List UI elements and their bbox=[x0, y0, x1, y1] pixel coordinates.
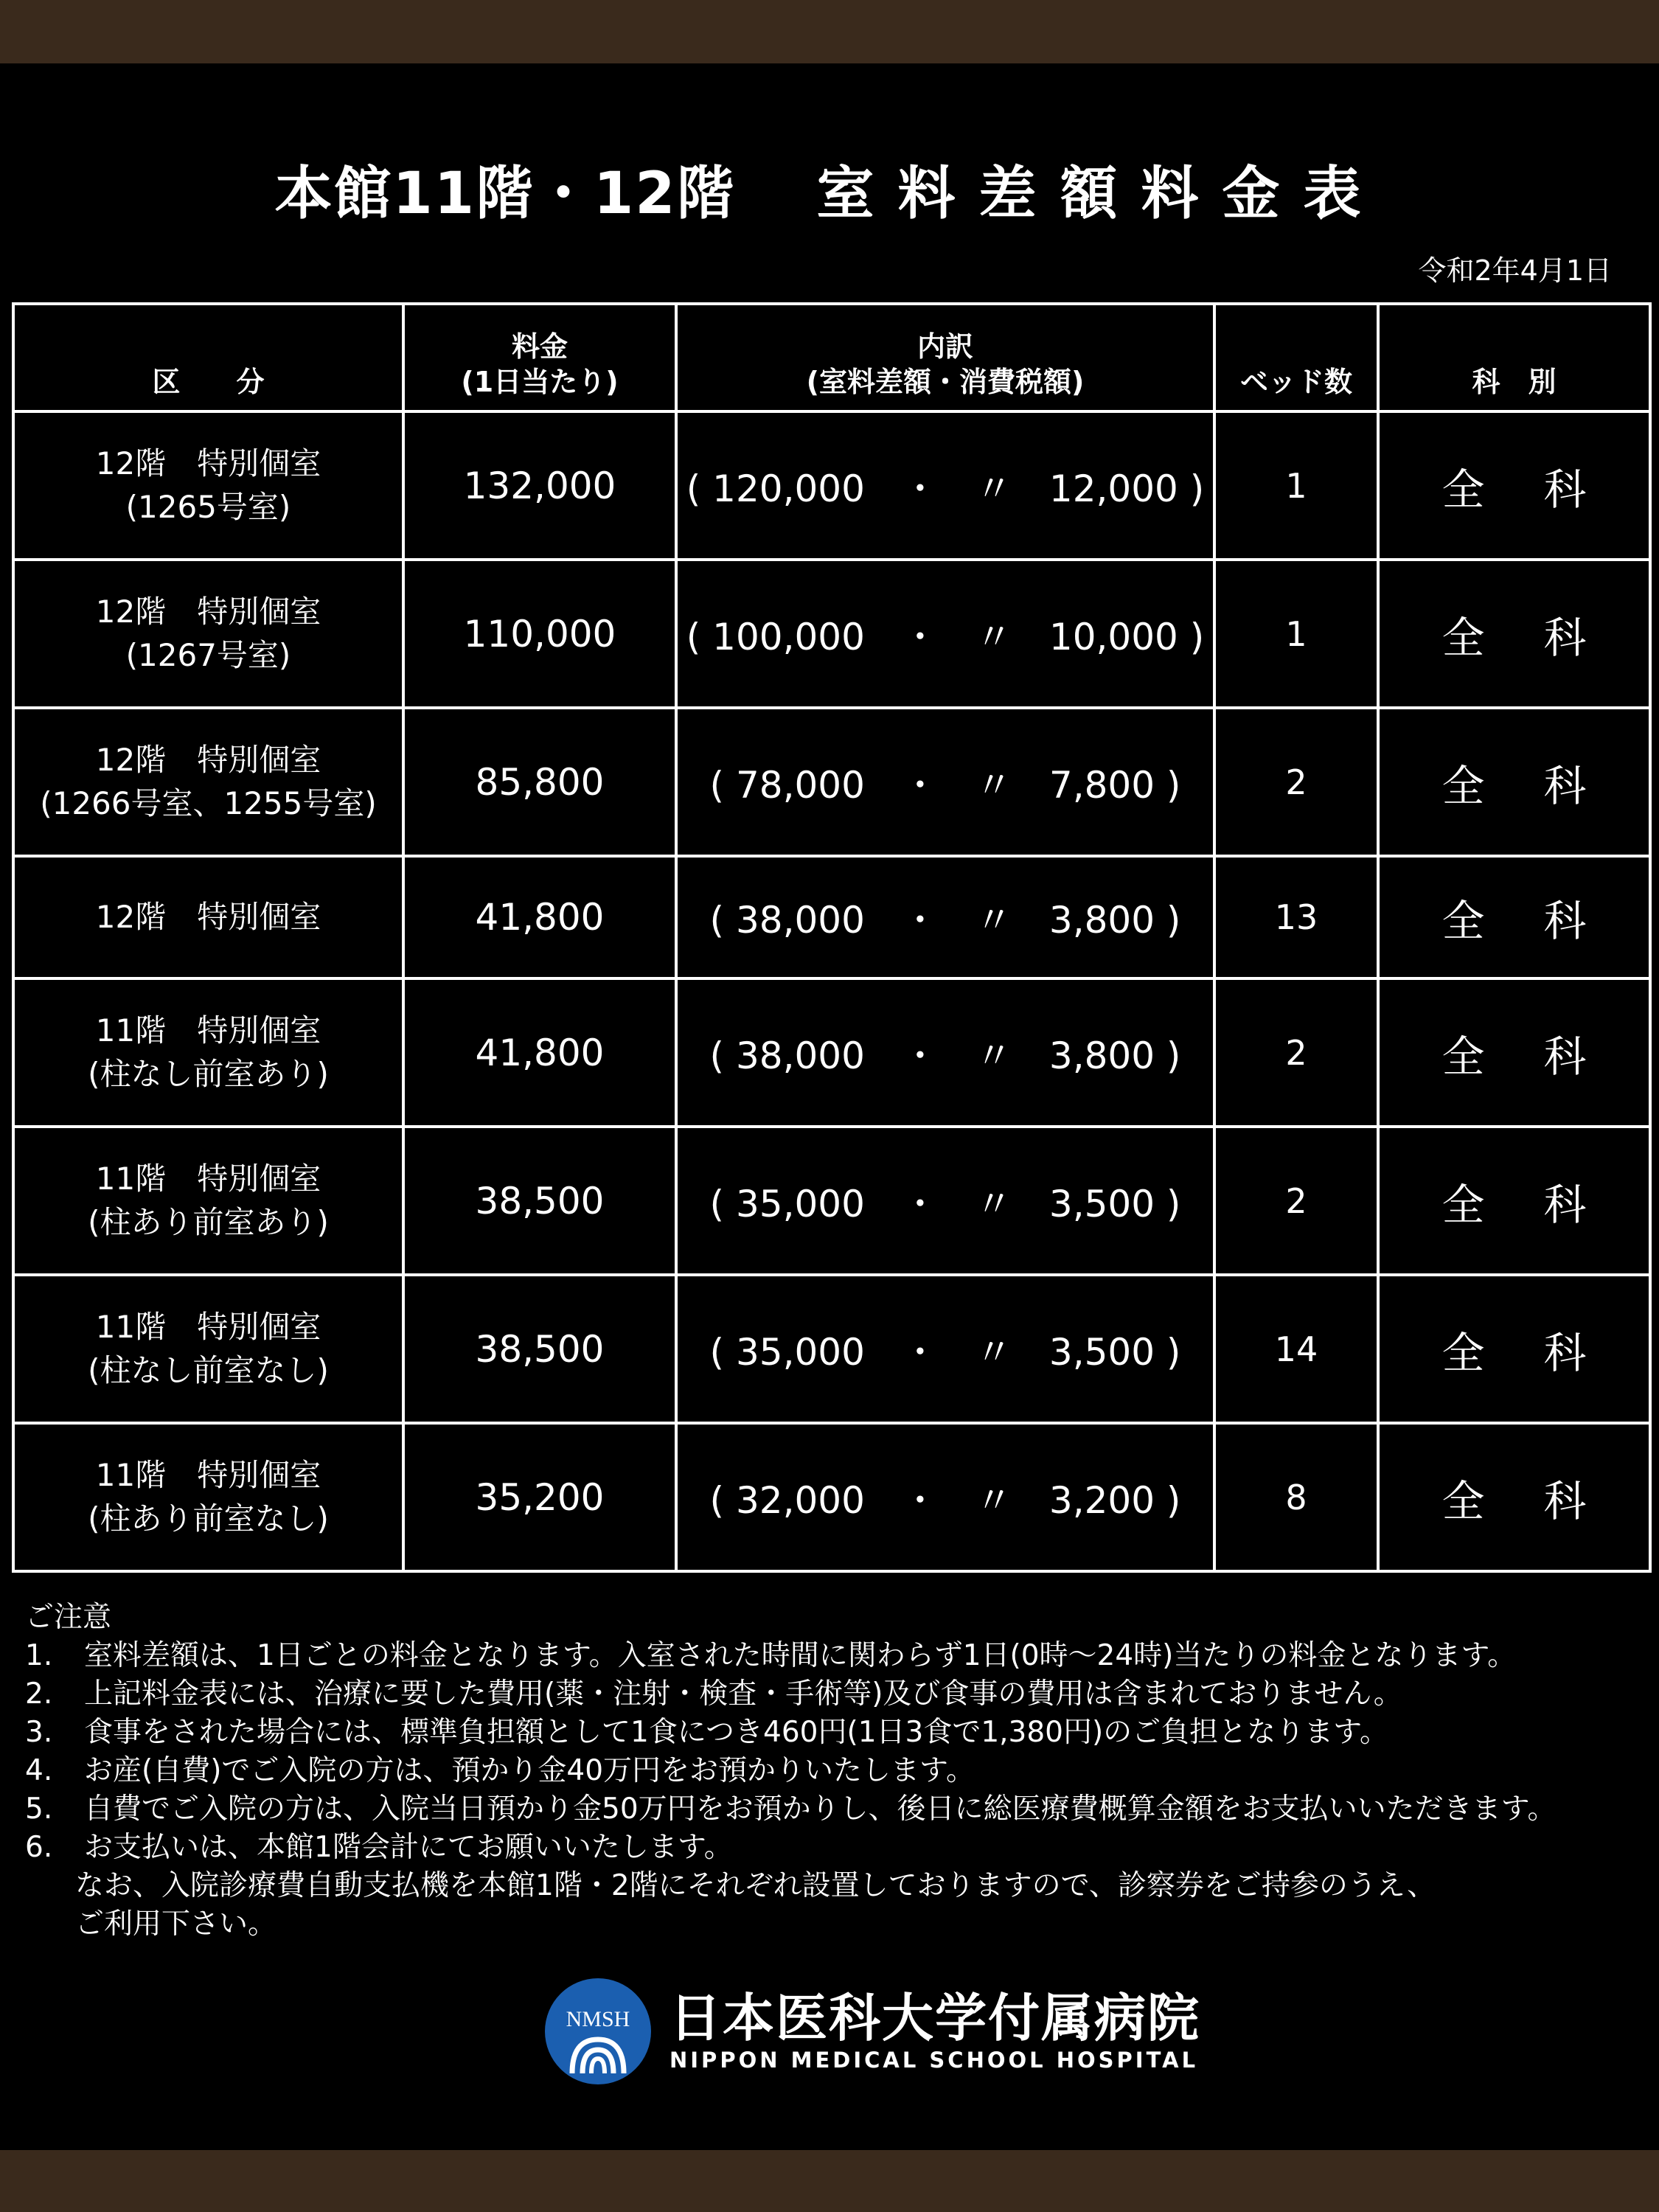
header-beds: ベッド数 bbox=[1214, 304, 1378, 411]
cell-price: 35,200 bbox=[403, 1423, 676, 1571]
note-text: 自費でご入院の方は、入院当日預かり金50万円をお預かりし、後日に総医療費概算金額をお支払いいただきます。 bbox=[84, 1792, 1557, 1826]
header-price bbox=[403, 304, 676, 411]
fee-table-row bbox=[13, 1275, 1650, 1423]
cell-category bbox=[13, 1127, 403, 1275]
cell-breakdown: ( 38,000 ・ 〃 3,800 ) bbox=[676, 978, 1214, 1127]
fee-table-row bbox=[13, 856, 1650, 978]
notes-section bbox=[25, 1599, 1640, 1944]
header-category: 区 分 bbox=[13, 304, 403, 411]
notes-extra-line2: ご利用下さい。 bbox=[75, 1907, 277, 1941]
cell-breakdown: ( 38,000 ・ 〃 3,800 ) bbox=[676, 856, 1214, 978]
cell-price: 41,800 bbox=[403, 856, 676, 978]
note-number: 5. bbox=[25, 1792, 53, 1826]
room-floor-type: 12階 特別個室 bbox=[95, 898, 321, 935]
fee-table-row bbox=[13, 708, 1650, 856]
cell-dept: 全科 bbox=[1378, 708, 1650, 856]
room-detail: (1266号室、1255号室) bbox=[40, 785, 377, 821]
cell-price: 132,000 bbox=[403, 411, 676, 560]
cell-price: 85,800 bbox=[403, 708, 676, 856]
cell-beds: 2 bbox=[1214, 978, 1378, 1127]
cell-beds: 1 bbox=[1214, 560, 1378, 708]
note-text: 室料差額は、1日ごとの料金となります。入室された時間に関わらず1日(0時〜24時)当たりの料金となります。 bbox=[84, 1639, 1517, 1672]
cell-breakdown: ( 35,000 ・ 〃 3,500 ) bbox=[676, 1127, 1214, 1275]
cell-dept: 全科 bbox=[1378, 1275, 1650, 1423]
emblem-text: NMSH bbox=[566, 2007, 630, 2031]
cell-category bbox=[13, 708, 403, 856]
room-floor-type: 12階 特別個室 bbox=[95, 445, 321, 481]
cell-dept: 全科 bbox=[1378, 856, 1650, 978]
note-number: 6. bbox=[25, 1831, 53, 1864]
note-item bbox=[25, 1752, 1640, 1790]
room-detail: (1265号室) bbox=[125, 488, 291, 525]
cell-breakdown: ( 32,000 ・ 〃 3,200 ) bbox=[676, 1423, 1214, 1571]
room-floor-type: 11階 特別個室 bbox=[95, 1012, 321, 1048]
fee-table-body bbox=[13, 411, 1650, 1571]
cell-breakdown: ( 78,000 ・ 〃 7,800 ) bbox=[676, 708, 1214, 856]
cell-dept: 全科 bbox=[1378, 978, 1650, 1127]
cell-beds: 14 bbox=[1214, 1275, 1378, 1423]
room-detail: (柱なし前室あり) bbox=[88, 1055, 329, 1092]
cell-dept: 全科 bbox=[1378, 411, 1650, 560]
fee-table-row bbox=[13, 978, 1650, 1127]
effective-date: 令和2年4月1日 bbox=[1418, 254, 1612, 287]
fee-table-header bbox=[13, 304, 1650, 411]
note-item bbox=[25, 1829, 1640, 1867]
fee-table-row bbox=[13, 1423, 1650, 1571]
bottom-border-band bbox=[0, 2150, 1659, 2212]
note-number: 1. bbox=[25, 1639, 53, 1672]
notes-list bbox=[25, 1637, 1640, 1867]
note-text: 上記料金表には、治療に要した費用(薬・注射・検査・手術等)及び食事の費用は含まれておりません。 bbox=[84, 1677, 1402, 1711]
room-floor-type: 11階 特別個室 bbox=[95, 1160, 321, 1197]
cell-dept: 全科 bbox=[1378, 1423, 1650, 1571]
cell-price: 41,800 bbox=[403, 978, 676, 1127]
cell-category bbox=[13, 560, 403, 708]
cell-category bbox=[13, 1275, 403, 1423]
note-item bbox=[25, 1637, 1640, 1675]
cell-dept: 全科 bbox=[1378, 1127, 1650, 1275]
note-text: お産(自費)でご入院の方は、預かり金40万円をお預かりいたします。 bbox=[84, 1754, 975, 1787]
note-item bbox=[25, 1790, 1640, 1829]
room-detail: (柱あり前室あり) bbox=[88, 1203, 329, 1240]
note-item bbox=[25, 1675, 1640, 1714]
hospital-name-block bbox=[669, 1989, 1200, 2073]
header-dept: 科 別 bbox=[1378, 304, 1650, 411]
room-floor-type: 11階 特別個室 bbox=[95, 1456, 321, 1493]
room-floor-type: 12階 特別個室 bbox=[95, 741, 321, 778]
note-text: 食事をされた場合には、標準負担額として1食につき460円(1日3食で1,380円)のご負担となります。 bbox=[84, 1716, 1389, 1749]
fee-table-row bbox=[13, 560, 1650, 708]
cell-price: 38,500 bbox=[403, 1127, 676, 1275]
note-number: 3. bbox=[25, 1716, 53, 1749]
hospital-name-jp: 日本医科大学付属病院 bbox=[669, 1988, 1200, 2048]
note-item bbox=[25, 1714, 1640, 1752]
cell-beds: 2 bbox=[1214, 1127, 1378, 1275]
room-floor-type: 11階 特別個室 bbox=[95, 1308, 321, 1345]
cell-beds: 2 bbox=[1214, 708, 1378, 856]
cell-beds: 1 bbox=[1214, 411, 1378, 560]
cell-price: 110,000 bbox=[403, 560, 676, 708]
fee-table-row bbox=[13, 411, 1650, 560]
cell-breakdown: ( 120,000 ・ 〃 12,000 ) bbox=[676, 411, 1214, 560]
cell-dept: 全科 bbox=[1378, 560, 1650, 708]
top-border-band bbox=[0, 0, 1659, 63]
note-number: 4. bbox=[25, 1754, 53, 1787]
notes-heading: ご注意 bbox=[25, 1601, 112, 1634]
hospital-emblem-icon bbox=[544, 1978, 652, 2085]
room-detail: (1267号室) bbox=[125, 636, 291, 673]
room-detail: (柱あり前室なし) bbox=[88, 1500, 329, 1537]
cell-category bbox=[13, 411, 403, 560]
cell-category bbox=[13, 1423, 403, 1571]
cell-category bbox=[13, 978, 403, 1127]
header-price-line1: 料金 bbox=[511, 330, 568, 363]
cell-breakdown: ( 35,000 ・ 〃 3,500 ) bbox=[676, 1275, 1214, 1423]
cell-price: 38,500 bbox=[403, 1275, 676, 1423]
cell-beds: 13 bbox=[1214, 856, 1378, 978]
header-price-line2: (1日当たり) bbox=[461, 365, 619, 398]
header-breakdown bbox=[676, 304, 1214, 411]
room-detail: (柱なし前室なし) bbox=[88, 1352, 329, 1388]
page-title bbox=[0, 147, 1659, 230]
fee-table-row bbox=[13, 1127, 1650, 1275]
title-floors: 本館11階・12階 bbox=[274, 161, 736, 227]
hospital-name-en: NIPPON MEDICAL SCHOOL HOSPITAL bbox=[669, 2048, 1199, 2073]
title-main: 室料差額料金表 bbox=[816, 161, 1385, 227]
fee-table bbox=[12, 302, 1652, 1573]
cell-category bbox=[13, 856, 403, 978]
cell-breakdown: ( 100,000 ・ 〃 10,000 ) bbox=[676, 560, 1214, 708]
cell-beds: 8 bbox=[1214, 1423, 1378, 1571]
room-floor-type: 12階 特別個室 bbox=[95, 593, 321, 630]
hospital-logo bbox=[544, 1976, 1200, 2087]
notes-extra-line1: なお、入院診療費自動支払機を本館1階・2階にそれぞれ設置しておりますので、診察券をご持参のうえ、 bbox=[75, 1869, 1436, 1902]
note-number: 2. bbox=[25, 1677, 53, 1711]
note-text: お支払いは、本館1階会計にてお願いいたします。 bbox=[84, 1831, 733, 1864]
header-breakdown-line2: (室料差額・消費税額) bbox=[806, 365, 1085, 398]
header-breakdown-line1: 内訳 bbox=[917, 330, 973, 363]
